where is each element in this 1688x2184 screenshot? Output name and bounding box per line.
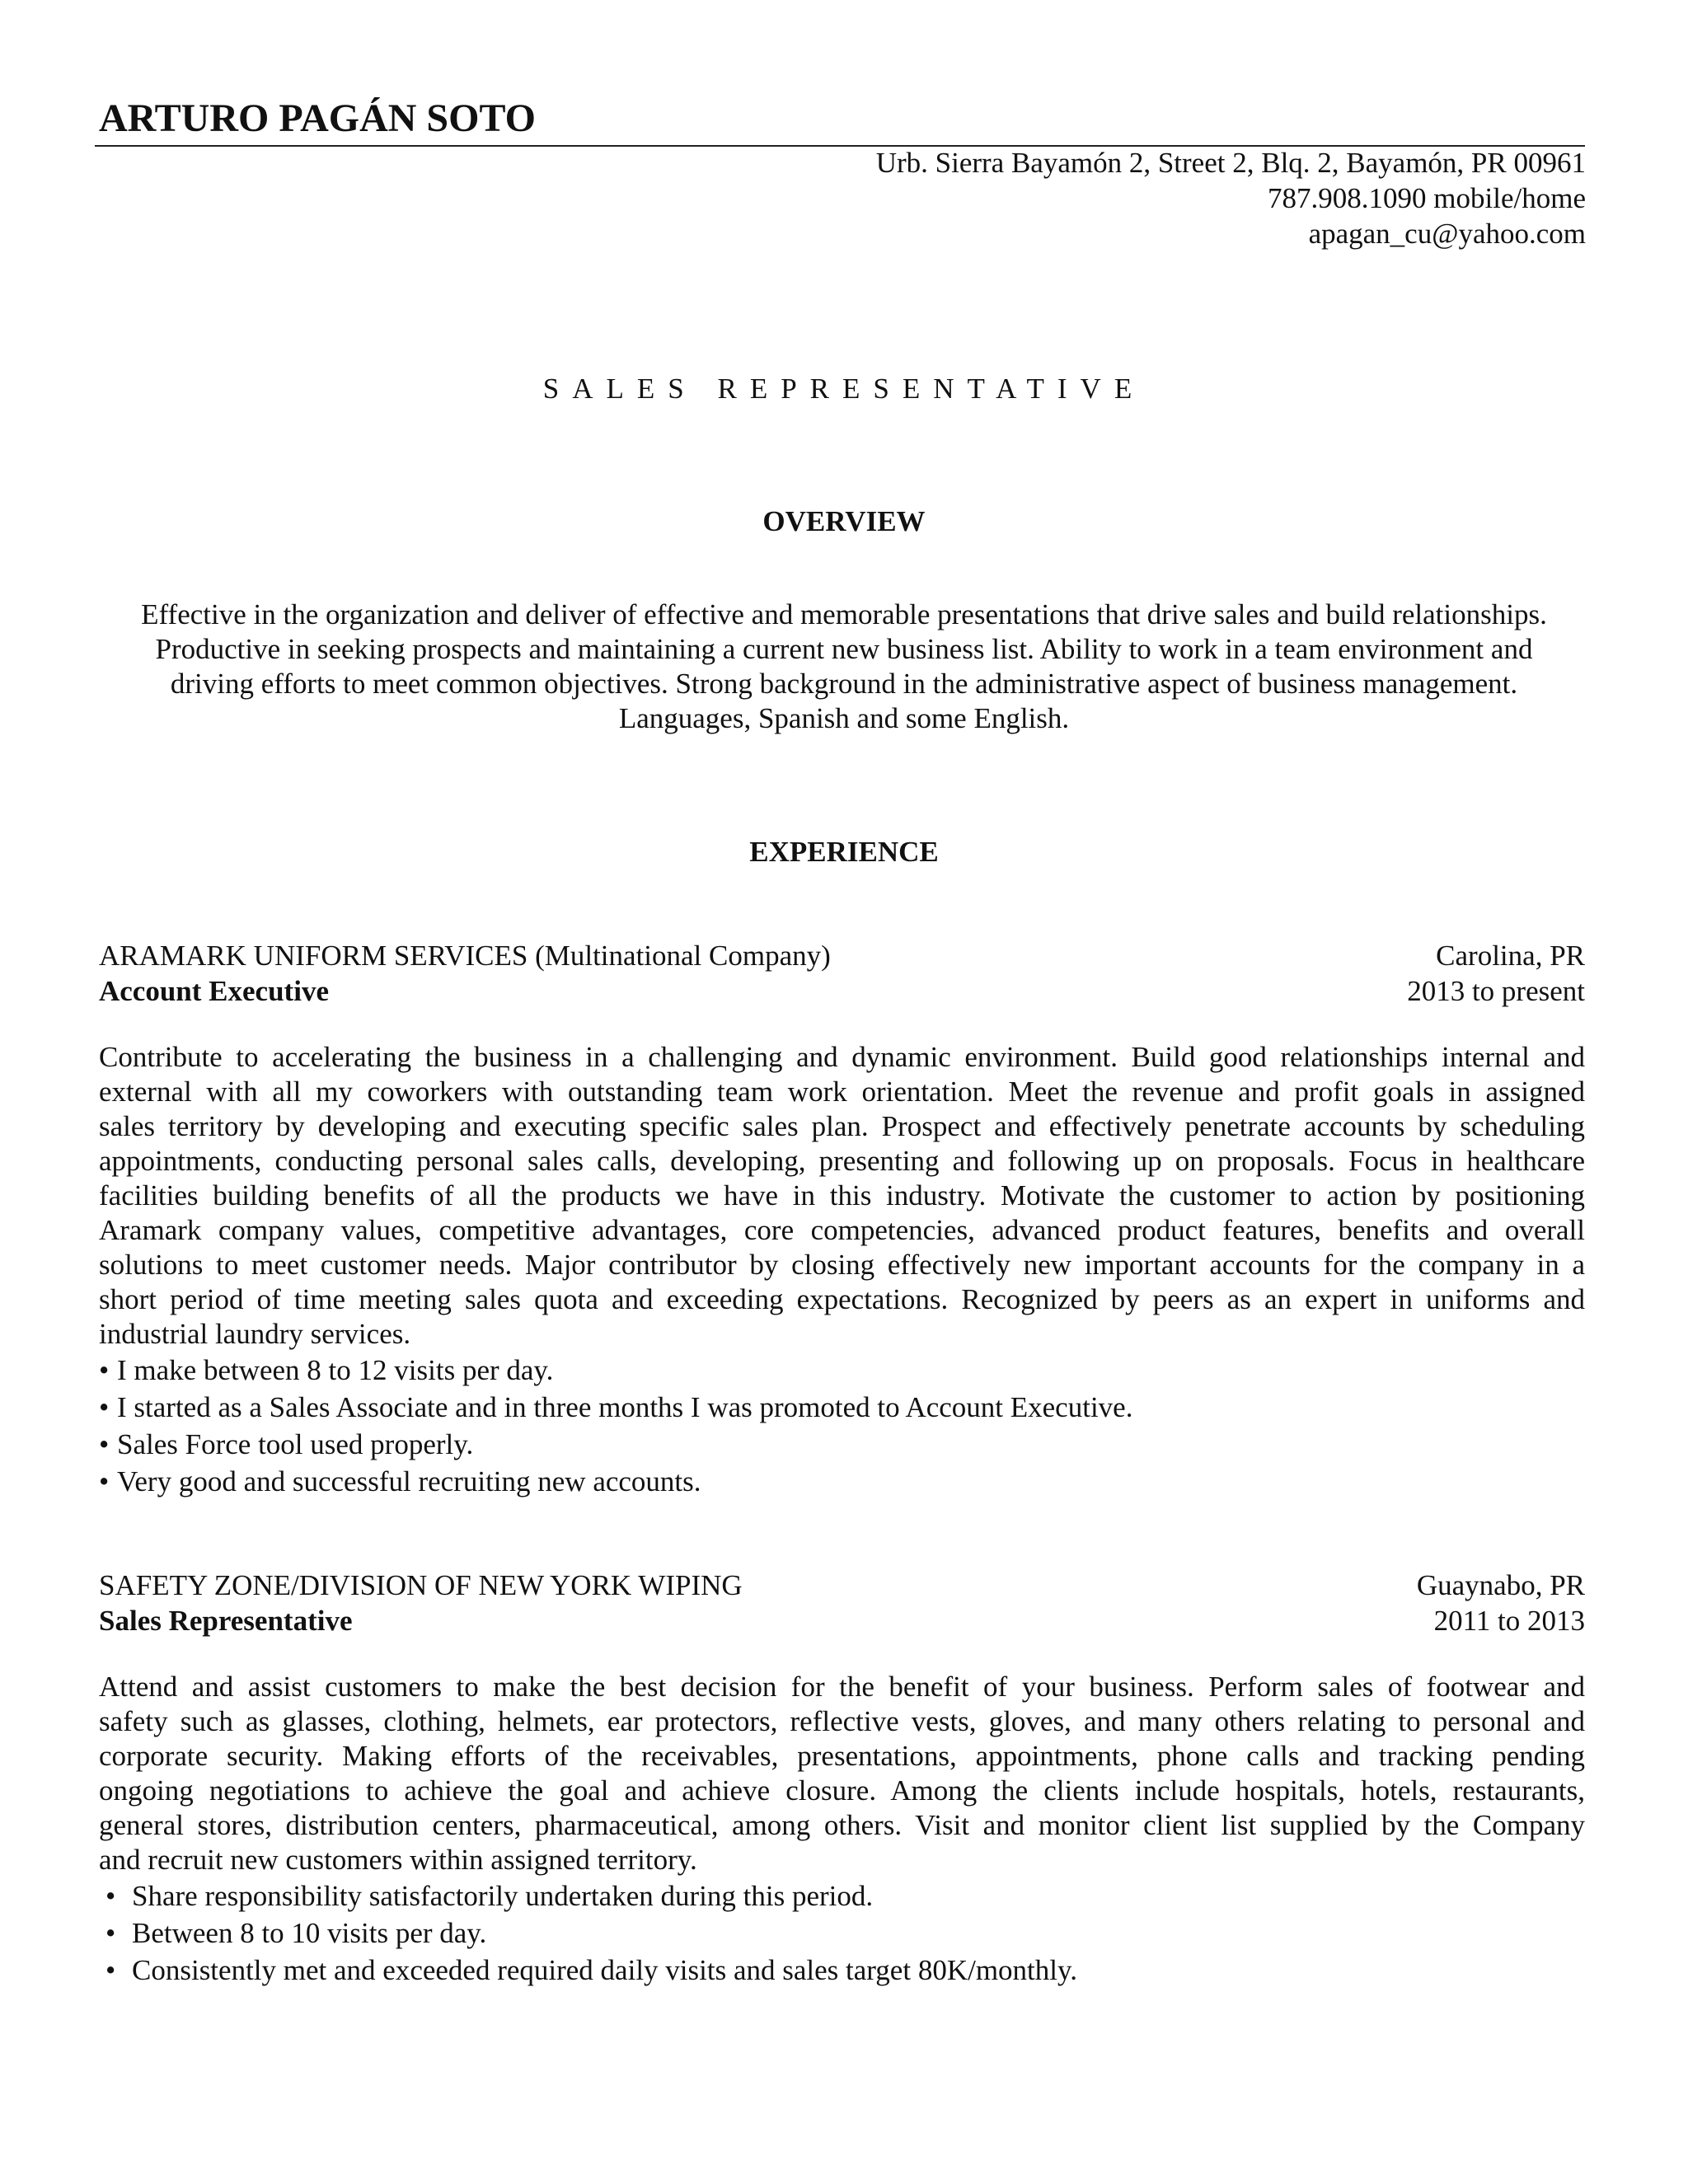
job-dates: 2011 to 2013 — [1433, 1605, 1585, 1637]
description-line: short period of time meeting sales quota and exceeding expectations. Recognized by peers as an expert in uniforms and — [99, 1283, 1585, 1315]
job-description — [99, 1670, 1585, 1877]
job-position: Sales Representative — [99, 1605, 353, 1637]
bullet-icon: • — [106, 1954, 116, 1986]
job-achievements-list — [99, 1877, 1585, 1989]
experience-heading: EXPERIENCE — [749, 836, 939, 868]
list-item — [99, 1426, 1585, 1463]
achievement-text: Very good and successful recruiting new accounts. — [117, 1465, 701, 1497]
description-line: solutions to meet customer needs. Major contributor by closing effectively new important accounts for the company in a — [99, 1249, 1585, 1281]
job-company-row — [99, 938, 1585, 973]
list-item — [99, 1352, 1585, 1389]
achievement-text: I started as a Sales Associate and in three months I was promoted to Account Executive. — [117, 1391, 1133, 1423]
achievement-text: I make between 8 to 12 visits per day. — [117, 1354, 554, 1386]
job-position-row — [99, 973, 1585, 1009]
overview-line: Languages, Spanish and some English. — [618, 702, 1070, 734]
list-item — [99, 1877, 1585, 1915]
list-item — [99, 1389, 1585, 1426]
candidate-name: ARTURO PAGÁN SOTO — [99, 96, 536, 140]
contact-email: apagan_cu@yahoo.com — [1308, 218, 1586, 250]
bullet-icon: • — [99, 1391, 110, 1423]
description-line: general stores, distribution centers, pharmaceutical, among others. Visit and monitor client list supplied by the Company — [99, 1809, 1585, 1841]
description-line: Attend and assist customers to make the best decision for the benefit of your business. Perform sales of footwear and — [99, 1671, 1585, 1703]
resume-title: SALES REPRESENTATIVE — [542, 373, 1146, 405]
job-company: SAFETY ZONE/DIVISION OF NEW YORK WIPING — [99, 1569, 743, 1601]
job-position-row — [99, 1603, 1585, 1638]
description-line: sales territory by developing and executing specific sales plan. Prospect and effectively penetrate accounts by scheduling — [99, 1110, 1585, 1142]
list-item — [99, 1915, 1585, 1952]
description-line: and recruit new customers within assigned territory. — [99, 1844, 697, 1876]
contact-phone: 787.908.1090 mobile/home — [1268, 182, 1586, 214]
list-item — [99, 1463, 1585, 1500]
job-company: ARAMARK UNIFORM SERVICES (Multinational Company) — [99, 940, 831, 972]
job-description — [99, 1040, 1585, 1352]
bullet-icon: • — [99, 1428, 110, 1460]
job-company-row — [99, 1568, 1585, 1603]
job-achievements-list — [99, 1352, 1585, 1500]
overview-line: driving efforts to meet common objectives. Strong background in the administrative aspect of business management. — [170, 668, 1518, 700]
description-line: industrial laundry services. — [99, 1318, 411, 1350]
list-item — [99, 1952, 1585, 1989]
contact-block — [876, 145, 1586, 251]
job-entry-safety-zone — [99, 1568, 1585, 1989]
achievement-text: Share responsibility satisfactorily undertaken during this period. — [132, 1880, 874, 1912]
overview-line: Productive in seeking prospects and maintaining a current new business list. Ability to work in a team environment and — [155, 633, 1533, 665]
bullet-icon: • — [106, 1880, 116, 1912]
description-line: appointments, conducting personal sales calls, developing, presenting and following up on proposals. Focus in healthcare — [99, 1145, 1585, 1177]
description-line: Contribute to accelerating the business in a challenging and dynamic environment. Build good relationships internal and — [99, 1041, 1585, 1073]
job-location: Carolina, PR — [1436, 940, 1585, 972]
job-dates: 2013 to present — [1407, 975, 1585, 1007]
description-line: Aramark company values, competitive advantages, core competencies, advanced product features, benefits and overall — [99, 1214, 1585, 1246]
achievement-text: Between 8 to 10 visits per day. — [132, 1917, 487, 1949]
bullet-icon: • — [99, 1465, 110, 1497]
achievement-text: Consistently met and exceeded required daily visits and sales target 80K/monthly. — [132, 1954, 1077, 1986]
overview-line: Effective in the organization and deliver of effective and memorable presentations that drive sales and build relationships. — [141, 598, 1547, 630]
bullet-icon: • — [99, 1354, 110, 1386]
bullet-icon: • — [106, 1917, 116, 1949]
contact-address: Urb. Sierra Bayamón 2, Street 2, Blq. 2, Bayamón, PR 00961 — [875, 147, 1586, 179]
description-line: safety such as glasses, clothing, helmets, ear protectors, reflective vests, gloves, and many others relating to personal and — [99, 1705, 1585, 1737]
job-entry-aramark — [99, 938, 1585, 1500]
description-line: corporate security. Making efforts of the receivables, presentations, appointments, phone calls and tracking pending — [99, 1740, 1585, 1772]
overview-text — [82, 598, 1606, 736]
achievement-text: Sales Force tool used properly. — [117, 1428, 474, 1460]
job-location: Guaynabo, PR — [1416, 1569, 1585, 1601]
overview-heading: OVERVIEW — [762, 505, 926, 537]
job-position: Account Executive — [99, 975, 329, 1007]
description-line: ongoing negotiations to achieve the goal and achieve closure. Among the clients include hospitals, hotels, restaurants, — [99, 1774, 1585, 1807]
description-line: external with all my coworkers with outstanding team work orientation. Meet the revenue and profit goals in assigned — [99, 1076, 1585, 1108]
description-line: facilities building benefits of all the products we have in this industry. Motivate the customer to action by positioning — [99, 1179, 1585, 1212]
